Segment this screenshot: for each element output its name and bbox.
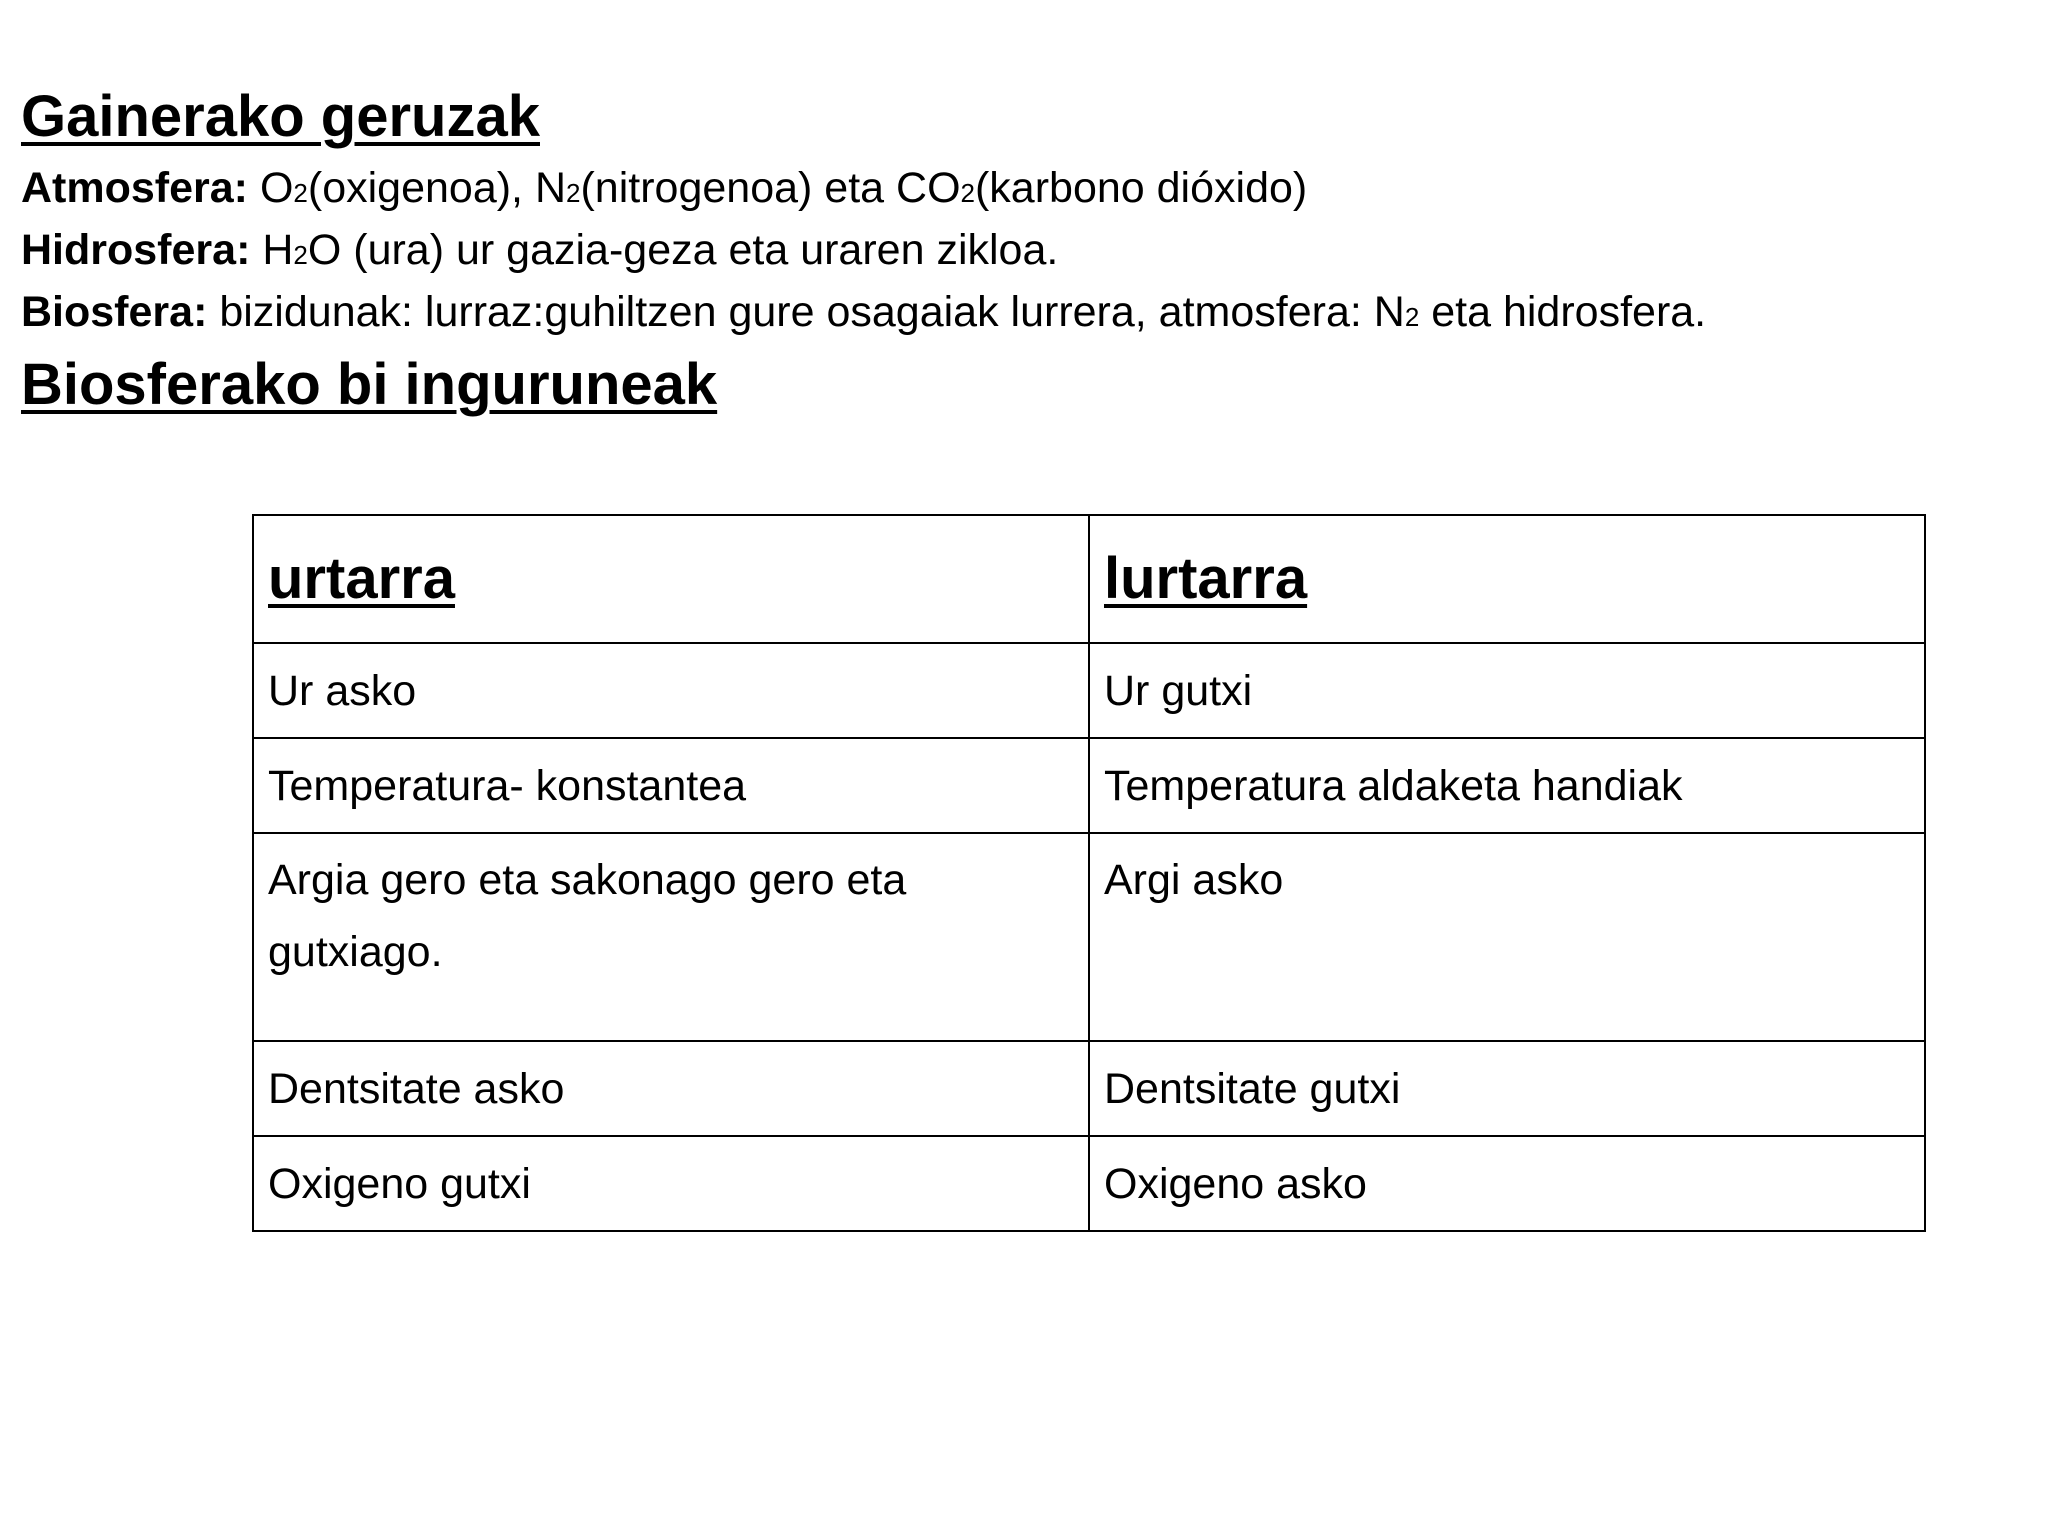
table-cell: Oxigeno asko bbox=[1089, 1136, 1925, 1231]
line-atmosfera bbox=[21, 164, 1308, 212]
text-nitrogenoa: (nitrogenoa) eta CO bbox=[580, 164, 961, 212]
header-lurtarra: lurtarra bbox=[1089, 515, 1925, 643]
line-biosfera bbox=[21, 288, 1707, 336]
text-ura: O (ura) ur gazia-geza eta uraren zikloa. bbox=[307, 226, 1059, 274]
table-row bbox=[253, 1041, 1925, 1136]
text-karbono: (karbono dióxido) bbox=[974, 164, 1308, 212]
text-o: O bbox=[248, 164, 294, 212]
table-cell: Ur gutxi bbox=[1089, 643, 1925, 738]
text-hidrosfera: eta hidrosfera. bbox=[1419, 288, 1707, 336]
table-row bbox=[253, 833, 1925, 1041]
header-urtarra: urtarra bbox=[253, 515, 1089, 643]
subscript-n: 2 bbox=[566, 178, 581, 208]
table-cell: Argi asko bbox=[1089, 833, 1925, 1041]
label-biosfera: Biosfera: bbox=[21, 288, 208, 336]
table-cell: Oxigeno gutxi bbox=[253, 1136, 1089, 1231]
heading-environments: Biosferako bi inguruneak bbox=[21, 352, 718, 417]
table-cell: Temperatura aldaketa handiak bbox=[1089, 738, 1925, 833]
table-cell: Argia gero eta sakonago gero eta gutxiago. bbox=[253, 833, 1089, 1041]
table-row bbox=[253, 738, 1925, 833]
text-h: H bbox=[250, 226, 294, 274]
table-cell: Temperatura- konstantea bbox=[253, 738, 1089, 833]
subscript-o: 2 bbox=[293, 178, 308, 208]
table-row bbox=[253, 1136, 1925, 1231]
text-bizidunak: bizidunak: lurraz:guhiltzen gure osagaiak lurrera, atmosfera: N bbox=[207, 288, 1405, 336]
table-cell: Dentsitate gutxi bbox=[1089, 1041, 1925, 1136]
label-hidrosfera: Hidrosfera: bbox=[21, 226, 251, 274]
table-cell: Ur asko bbox=[253, 643, 1089, 738]
heading-layers: Gainerako geruzak bbox=[21, 84, 540, 149]
text-oxigenoa: (oxigenoa), N bbox=[307, 164, 567, 212]
comparison-table bbox=[252, 514, 1926, 1232]
subscript-co: 2 bbox=[960, 178, 975, 208]
table-header-row bbox=[253, 515, 1925, 643]
line-hidrosfera bbox=[21, 226, 1059, 274]
subscript-n2: 2 bbox=[1404, 302, 1420, 332]
table-row bbox=[253, 643, 1925, 738]
table-cell: Dentsitate asko bbox=[253, 1041, 1089, 1136]
label-atmosfera: Atmosfera: bbox=[21, 164, 248, 212]
subscript-h: 2 bbox=[293, 240, 308, 270]
